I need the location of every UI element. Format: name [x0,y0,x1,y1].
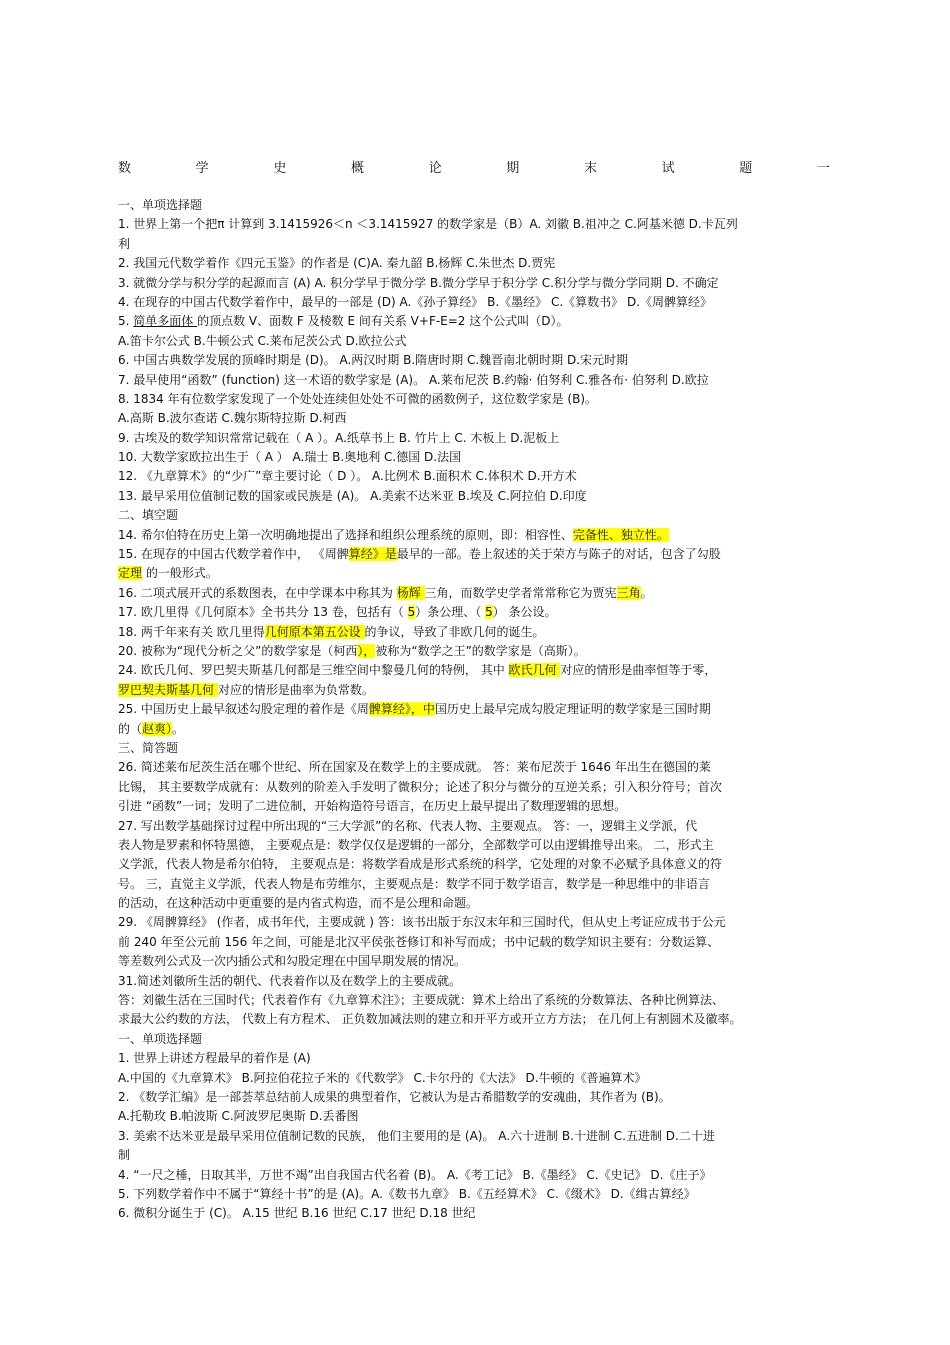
text-segment: 三角，而数学史学者常常称它为贾宪 [424,585,617,600]
text-line [118,700,834,719]
text-segment: 20. 被称为“现代分析之父”的数学家是（柯西 [118,643,358,658]
title-char: 史 [273,161,287,176]
title-char: 末 [583,161,597,176]
title-char: 期 [506,161,520,176]
text-line [118,855,834,874]
text-line [118,1049,834,1068]
title-char: 学 [195,161,209,176]
text-segment: A.笛卡尔公式 B.牛顿公式 C.莱布尼茨公式 D.欧拉公式 [118,333,407,348]
highlighted-answer: 算经》是 [348,547,397,562]
text-segment: 12. 《九章算术》的“少广”章主要讨论（ D ）。 A.比例术 B.面积术 C.体积术 D.开方术 [118,469,577,484]
text-line [118,758,834,777]
text-segment: 的争议，导致了非欧几何的诞生。 [364,624,545,639]
text-line [118,1010,834,1029]
text-line [118,1127,834,1146]
highlighted-answer: 完备性、独立性。 [572,527,669,542]
text-segment: 4. “一尺之棰，日取其半，万世不竭”出自我国古代名着 (B)。 A.《考工记》 B.《墨经》 C.《史记》 D.《庄子》 [118,1167,712,1182]
text-line [118,371,834,390]
text-segment: 26. 简述莱布尼茨生活在哪个世纪、所在国家及在数学上的主要成就。 答：莱布尼茨于 1646 年出生在德国的莱 [118,760,711,775]
text-line [118,409,834,428]
text-line [118,1146,834,1165]
text-line [118,875,834,894]
text-segment: 13. 最早采用位值制记数的国家或民族是 (A)。 A.美索不达米亚 B.埃及 C.阿拉伯 D.印度 [118,488,587,503]
text-segment: 4. 在现存的中国古代数学着作中，最早的一部是 (D) A.《孙子算经》 B.《墨经》 C.《算数书》 D.《周髀算经》 [118,294,713,309]
text-line [118,681,834,700]
document-body [118,196,834,1224]
text-line [118,797,834,816]
text-line [118,894,834,913]
text-segment: 号。 三，直觉主义学派，代表人物是布劳维尔，主要观点是：数学不同于数学语言，数学是一种思维中的非语言 [118,876,710,891]
text-line [118,1030,834,1049]
text-segment: A.高斯 B.波尔查诺 C.魏尔斯特拉斯 D.柯西 [118,411,347,426]
text-line [118,623,834,642]
text-segment: A.中国的《九章算术》 B.阿拉伯花拉子米的《代数学》 C.卡尔丹的《大法》 D.牛顿的《普遍算术》 [118,1070,647,1085]
text-segment: A.托勒玫 B.帕波斯 C.阿波罗尼奥斯 D.丢番图 [118,1109,359,1124]
text-segment: 的活动，在这种活动中更重要的是内省式构造，而不是公理和命题。 [118,896,479,911]
text-line [118,274,834,293]
text-segment: 比锡， 其主要数学成就有：从数列的阶差入手发明了微积分；论述了积分与微分的互逆关系；引入积分符号；首次 [118,779,722,794]
text-line [118,487,834,506]
text-segment: 27. 写出数学基础探讨过程中所出现的“三大学派”的名称、代表人物、主要观点。 答：一，逻辑主义学派，代 [118,818,698,833]
text-segment: 国历史上最早完成勾股定理证明的数学家是三国时期 [434,702,711,717]
text-line [118,564,834,583]
text-segment: 3. 就微分学与积分学的起源而言 (A) A. 积分学早于微分学 B.微分学早于积分学 C.积分学与微分学同期 D. 不确定 [118,275,719,290]
highlighted-answer: 欧氏几何 [508,663,561,678]
text-segment: 。 [640,585,653,600]
text-segment: 5. 下列数学着作中不属于“算经十书”的是 (A)。A.《数书九章》 B.《五经算术》 C.《缀术》 D.《缉古算经》 [118,1186,696,1201]
title-char: 题 [739,161,753,176]
text-segment: 14. 希尔伯特在历史上第一次明确地提出了选择和组织公理系统的原则，即：相容性、 [118,527,573,542]
text-segment: 16. 二项式展开式的系数图表，在中学课本中称其为 [118,585,397,600]
text-line [118,603,834,622]
title-char: 试 [661,161,675,176]
text-segment: 三、简答题 [118,740,179,755]
text-line [118,817,834,836]
title-char: 论 [428,161,442,176]
text-line [118,429,834,448]
highlighted-answer: 定理 [118,566,143,581]
text-line [118,1069,834,1088]
text-segment: 的（ [118,721,143,736]
text-line [118,972,834,991]
text-segment: 2. 我国元代数学着作《四元玉鉴》的作者是 (C)A. 秦九韶 B.杨辉 C.朱世杰 D.贾宪 [118,256,556,271]
text-segment: 31.简述刘徽所生活的朝代、代表着作以及在数学上的主要成就。 [118,973,462,988]
text-line [118,467,834,486]
text-segment: 最早的一部。卷上叙述的关于荣方与陈子的对话，包含了勾股 [396,547,721,562]
text-segment: 9. 古埃及的数学知识常常记载在（ A ）。A.纸草书上 B. 竹片上 C. 木板上 D.泥板上 [118,430,560,445]
text-line [118,584,834,603]
title-char: 数 [118,161,132,176]
text-segment: 29. 《周髀算经》 (作者，成书年代，主要成就 ) 答：该书出版于东汉末年和三国时代，但从史上考证应成书于公元 [118,915,726,930]
text-segment: 义学派，代表人物是希尔伯特， 主要观点是：将数学看成是形式系统的科学，它处理的对象不必赋予具体意义的符 [118,857,722,872]
text-segment: 答：刘徽生活在三国时代；代表着作有《九章算术注》；主要成就：算术上给出了系统的分数算法、各种比例算法、 [118,993,725,1008]
text-line [118,739,834,758]
text-line [118,332,834,351]
text-segment: 的一般形式。 [142,566,218,581]
highlighted-answer: 罗巴契夫斯基几何 [118,682,218,697]
text-line [118,254,834,273]
text-line [118,642,834,661]
text-segment: 6. 中国古典数学发展的顶峰时期是 (D)。 A.两汉时期 B.隋唐时期 C.魏晋南北朝时期 D.宋元时期 [118,353,629,368]
text-segment: 15. 在现存的中国古代数学着作中， 《周髀 [118,547,349,562]
text-segment: 对应的情形是曲率为负常数。 [217,682,374,697]
text-segment: ） 条公设。 [492,605,557,620]
text-line [118,215,834,234]
text-line [118,235,834,254]
text-segment: 25. 中国历史上最早叙述勾股定理的着作是《周 [118,702,369,717]
text-line [118,952,834,971]
highlighted-answer: 赵爽） [142,721,173,736]
text-line [118,913,834,932]
text-segment: 18. 两千年来有关 欧几里得 [118,624,265,639]
text-segment: 前 240 年至公元前 156 年之间，可能是北汉平侯张苍修订和补写而成；书中记载的数学知识主要有：分数运算、 [118,934,720,949]
text-segment: 二、填空题 [118,508,179,523]
text-segment: 。 [172,721,185,736]
text-segment: 利 [118,236,131,251]
highlighted-answer: 三角 [616,585,641,600]
text-line [118,351,834,370]
text-segment: 2. 《数学汇编》是一部荟萃总结前人成果的典型着作，它被认为是古希腊数学的安魂曲，其作者为 (B)。 [118,1089,671,1104]
text-line [118,293,834,312]
text-segment: 一、单项选择题 [118,198,203,212]
text-segment: 24. 欧氏几何、罗巴契夫斯基几何都是三维空间中黎曼几何的特例， 其中 [118,663,509,678]
text-segment: 被称为“数学之王”的数学家是（高斯）。 [375,643,586,658]
text-line [118,1204,834,1223]
text-line [118,545,834,564]
text-line [118,933,834,952]
text-line [118,1166,834,1185]
text-line [118,1107,834,1126]
text-segment: 1. 世界上讲述方程最早的着作是 (A) [118,1051,311,1066]
text-segment: ）条公理、（ [415,605,486,620]
text-line [118,448,834,467]
text-line [118,526,834,545]
title-char: 一 [816,161,830,176]
text-line [118,312,834,331]
text-segment: 等差数列公式及一次内插公式和勾股定理在中国早期发展的情况。 [118,954,467,969]
text-line [118,390,834,409]
text-line [118,991,834,1010]
text-segment: 引进 “函数”一词；发明了二进位制，开始构造符号语言，在历史上最早提出了数理逻辑的思想。 [118,799,627,814]
highlighted-answer: 5 [485,605,493,620]
text-line [118,196,834,215]
highlighted-answer: 髀算经》，中 [368,702,435,717]
page-title [118,157,830,176]
text-line [118,836,834,855]
text-line [118,506,834,525]
highlighted-answer: 几何原本第五公设 [264,624,365,639]
text-segment: 8. 1834 年有位数学家发现了一个处处连续但处处不可微的函数例子，这位数学家是 (B)。 [118,391,598,406]
text-segment: 10. 大数学家欧拉出生于（ A ） A.瑞士 B.奥地利 C.德国 D.法国 [118,450,462,465]
text-line [118,1088,834,1107]
text-line [118,720,834,739]
text-segment: 7. 最早使用“函数” (function) 这一术语的数学家是 (A)。 A.莱布尼茨 B.约翰· 伯努利 C.雅各布· 伯努利 D.欧拉 [118,372,709,387]
title-char: 概 [350,161,364,176]
highlighted-answer: 杨辉 [396,585,425,600]
text-segment: 一、单项选择题 [118,1031,203,1046]
text-line [118,778,834,797]
highlighted-answer: ）， [357,643,376,658]
underlined-text: 简单多面体 [133,314,198,329]
text-segment: 5. [118,314,134,329]
highlighted-answer: 5 [407,605,416,620]
text-line [118,1185,834,1204]
text-segment: 对应的情形是曲率恒等于零， [560,663,717,678]
text-line [118,661,834,680]
text-segment: 求最大公约数的方法， 代数上有方程术、 正负数加减法则的建立和开平方或开立方方法； 在几何上有割圆术及徽率。 [118,1012,742,1027]
text-segment: 3. 美索不达米亚是最早采用位值制记数的民族， 他们主要用的是 (A)。 A.六十进制 B.十进制 C.五进制 D.二十进 [118,1128,715,1143]
text-segment: 制 [118,1148,131,1163]
text-segment: 6. 微积分诞生于 (C)。 A.15 世纪 B.16 世纪 C.17 世纪 D.18 世纪 [118,1206,476,1221]
text-segment: 1. 世界上第一个把π 计算到 3.1415926＜n ＜3.1415927 的数学家是（B）A. 刘徽 B.祖冲之 C.阿基米德 D.卡瓦列 [118,217,738,232]
text-segment: 17. 欧几里得《几何原本》全书共分 13 卷，包括有（ [118,605,408,620]
text-segment: 的顶点数 V、面数 F 及棱数 E 间有关系 V+F-E=2 这个公式叫（D）。 [197,314,569,329]
text-segment: 表人物是罗素和怀特黑德， 主要观点是：数学仅仅是逻辑的一部分，全部数学可以由逻辑推导出来。 二，形式主 [118,837,714,852]
